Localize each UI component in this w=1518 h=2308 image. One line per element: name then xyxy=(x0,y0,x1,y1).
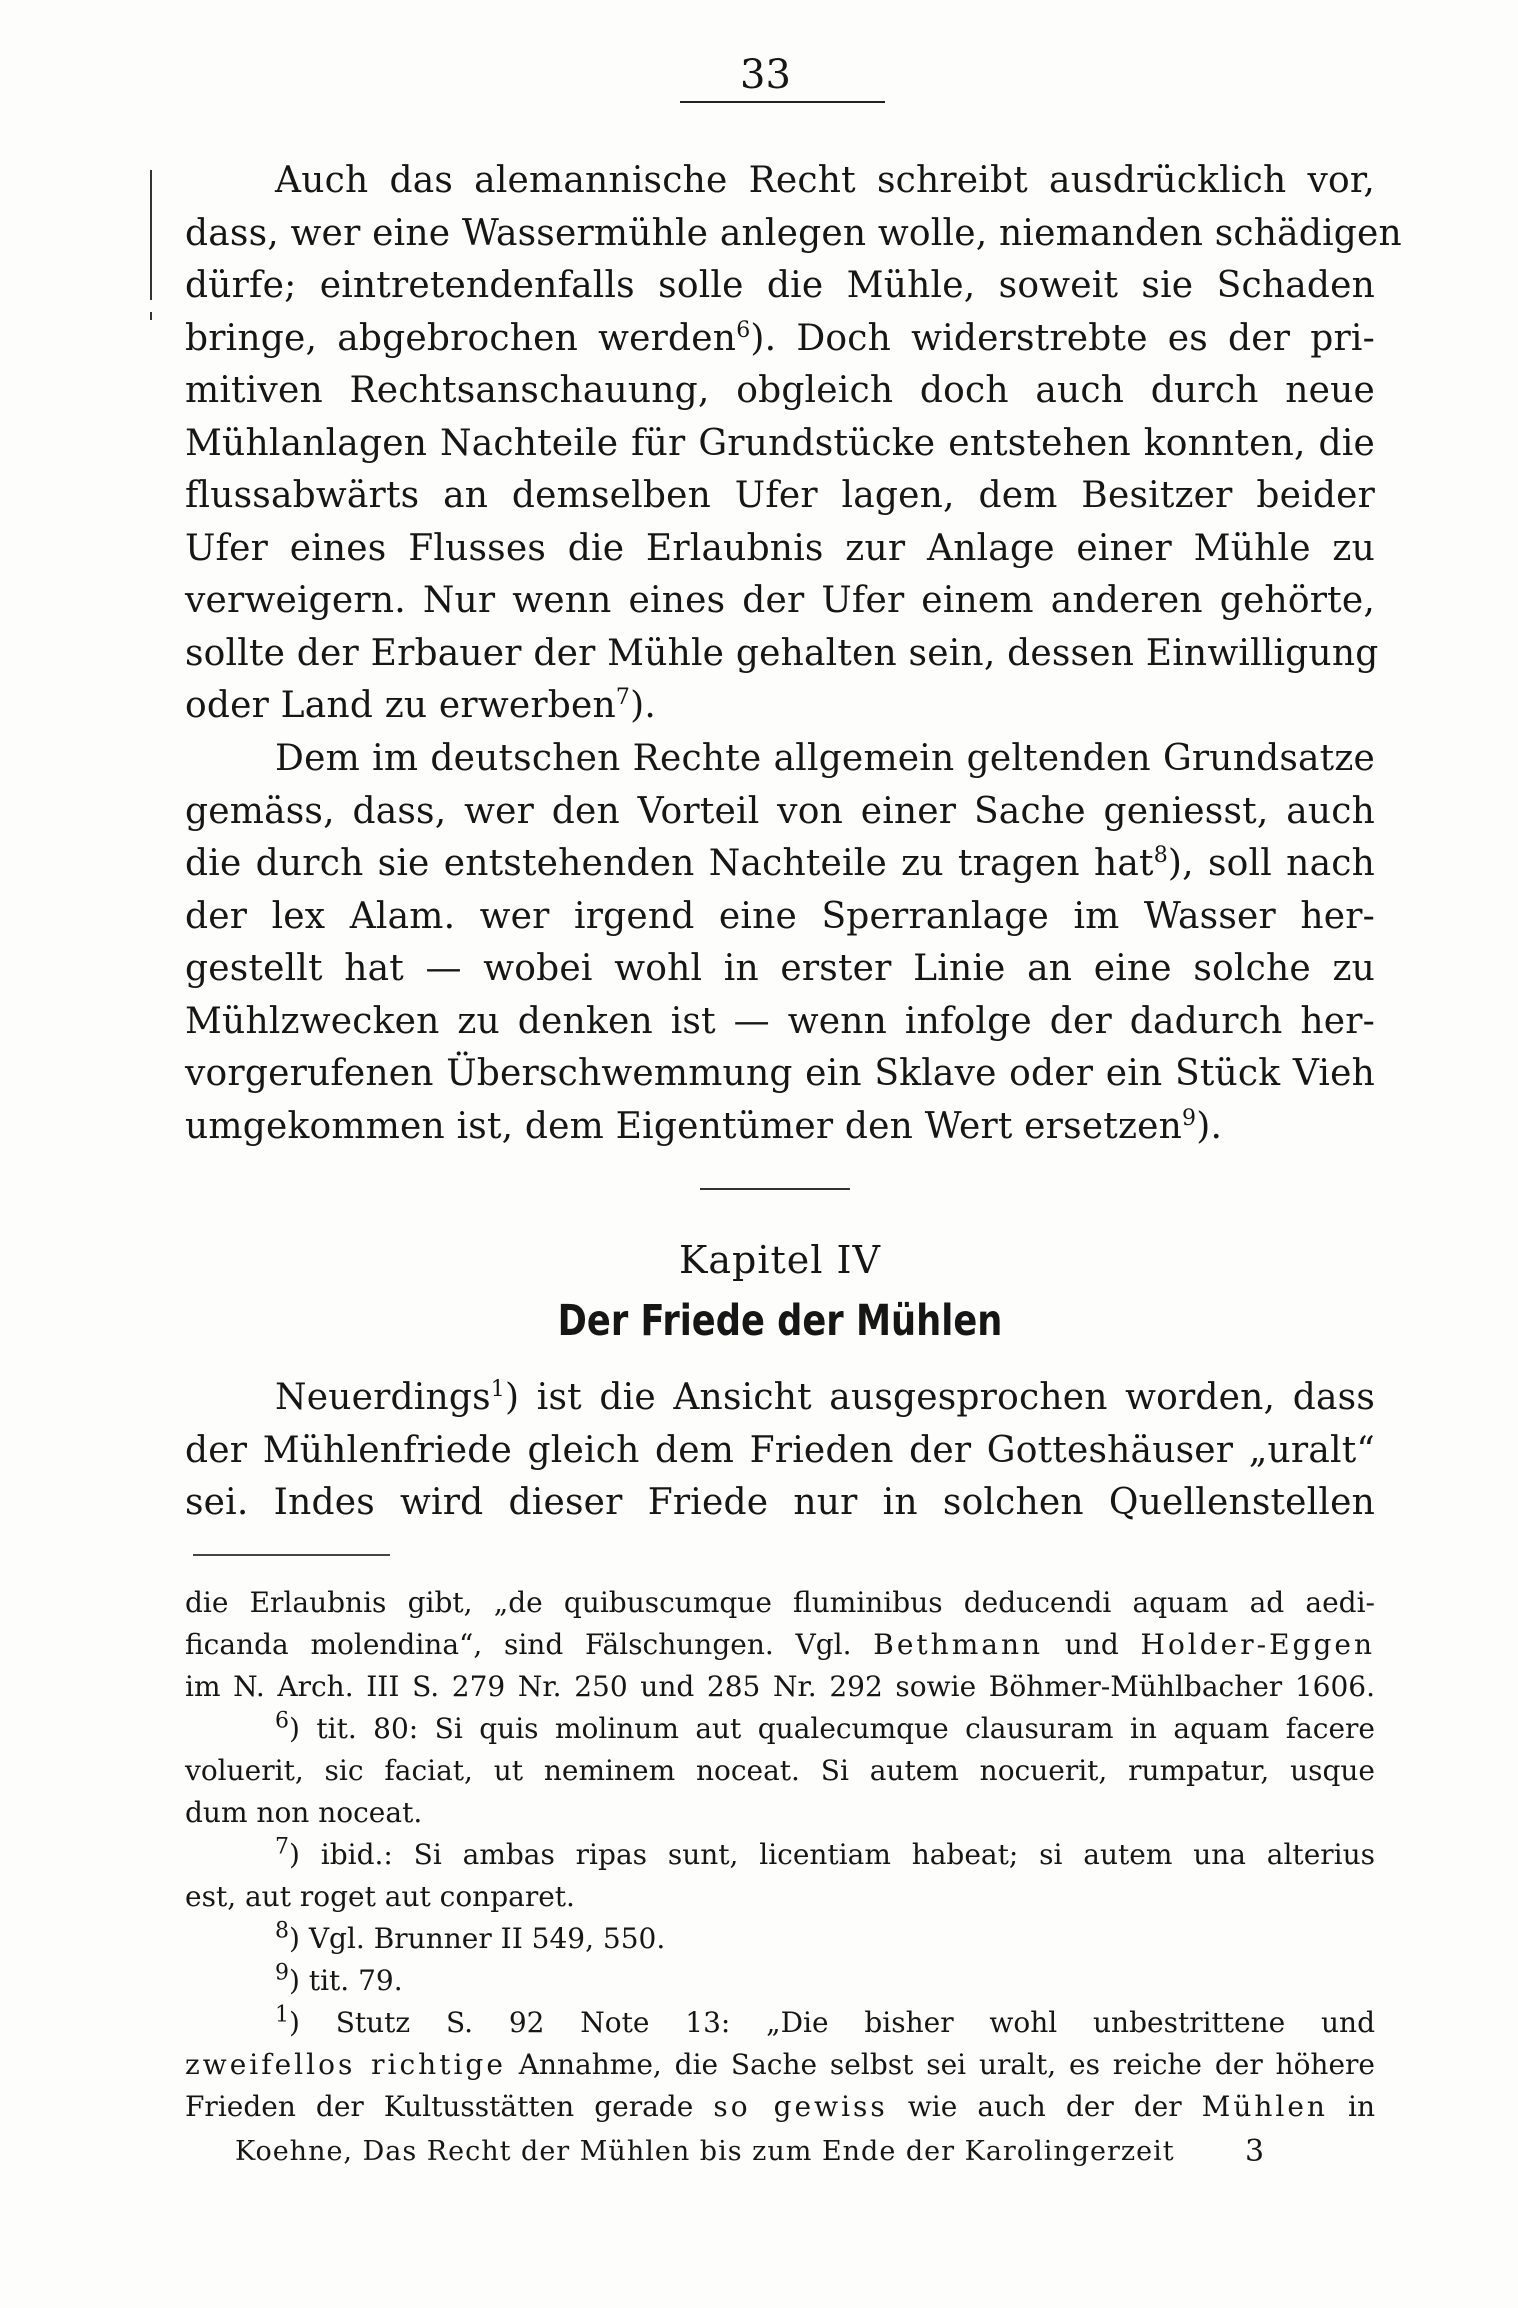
text-line: Mühlanlagen Nachteile für Grundstücke entstehen konnten, die xyxy=(185,422,1375,464)
text-line: sei. Indes wird dieser Friede nur in solchen Quellenstellen xyxy=(185,1482,1375,1523)
footnote-line: $^9$) tit. 79. xyxy=(275,1960,403,1997)
text-line: sollte der Erbauer der Mühle gehalten sein, dessen Einwilligung xyxy=(185,632,1379,674)
footnote-line: ficanda molendina“, sind Fälschungen. Vgl. Bethmann und Holder-Eggen xyxy=(185,1628,1375,1661)
section-separator xyxy=(700,1188,850,1190)
text-line: dass, wer eine Wassermühle anlegen wolle, niemanden schädigen xyxy=(185,212,1402,254)
text-line: Auch das alemannische Recht schreibt ausdrücklich vor, xyxy=(275,160,1375,201)
footnote-line: $^7$) ibid.: Si ambas ripas sunt, licentiam habeat; si autem una alterius xyxy=(275,1834,1375,1871)
text-line: gemäss, dass, wer den Vorteil von einer Sache geniesst, auch xyxy=(185,790,1375,832)
signature-mark: 3 xyxy=(1245,2134,1265,2169)
text-line: der Mühlenfriede gleich dem Frieden der Gotteshäuser „uralt“ xyxy=(185,1429,1375,1471)
text-line: gestellt hat — wobei wohl in erster Linie an eine solche zu xyxy=(185,948,1375,989)
footnote-ref[interactable]: 6 xyxy=(736,317,751,343)
text-line: der lex Alam. wer irgend eine Sperranlage im Wasser her- xyxy=(185,895,1375,937)
text-line: Neuerdings$^1$) ist die Ansicht ausgesprochen worden, dass xyxy=(275,1377,1375,1418)
footnote-ref[interactable]: 8 xyxy=(1153,843,1168,868)
text-line: Ufer eines Flusses die Erlaubnis zur Anlage einer Mühle zu xyxy=(185,527,1375,569)
page-number-rule xyxy=(680,101,885,103)
text-line: mitiven Rechtsanschauung, obgleich doch auch durch neue xyxy=(185,370,1375,411)
footnote-line: voluerit, sic faciat, ut neminem noceat. Si autem nocuerit, rumpatur, usque xyxy=(185,1754,1375,1787)
text-line: flussabwärts an demselben Ufer lagen, dem Besitzer beider xyxy=(185,475,1375,516)
footnote-line: $^1$) Stutz S. 92 Note 13: „Die bisher wohl unbestrittene und xyxy=(275,2002,1375,2039)
footnote-ref[interactable]: 1 xyxy=(490,1377,505,1402)
footnote-line: zweifellos richtige Annahme, die Sache selbst sei uralt, es reiche der höhere xyxy=(185,2048,1375,2081)
chapter-number: Kapitel IV xyxy=(679,1238,881,1282)
text-line: vorgerufenen Überschwemmung ein Sklave oder ein Stück Vieh xyxy=(185,1053,1375,1094)
footnote-line: Frieden der Kultusstätten gerade so gewiss wie auch der der Mühlen in xyxy=(185,2090,1376,2123)
footnotes xyxy=(185,1582,1375,2128)
paragraph-1 xyxy=(185,155,1402,733)
footnote-line: die Erlaubnis gibt, „de quibuscumque fluminibus deducendi aquam ad aedi- xyxy=(185,1586,1375,1619)
text-line: die durch sie entstehenden Nachteile zu tragen hat$^8$), soll nach xyxy=(185,843,1375,884)
page-number: 33 xyxy=(740,52,791,98)
running-footer: Koehne, Das Recht der Mühlen bis zum Ende der Karolingerzeit xyxy=(235,2136,1175,2167)
paragraph-3 xyxy=(185,1372,1375,1530)
footnote-line: dum non noceat. xyxy=(185,1796,423,1829)
text-line: bringe, abgebrochen werden$^6$). Doch widerstrebte es der pri- xyxy=(185,317,1376,359)
text-line: verweigern. Nur wenn eines der Ufer einem anderen gehörte, xyxy=(185,580,1375,621)
footnote-line: $^6$) tit. 80: Si quis molinum aut qualecumque clausuram in aquam facere xyxy=(275,1708,1375,1745)
footnote-line: $^8$) Vgl. Brunner II 549, 550. xyxy=(275,1918,666,1955)
chapter-title: Der Friede der Mühlen xyxy=(557,1296,1003,1346)
margin-mark xyxy=(150,312,152,320)
paragraph-2 xyxy=(185,733,1375,1153)
text-line: umgekommen ist, dem Eigentümer den Wert ersetzen$^9$). xyxy=(185,1105,1223,1147)
text-line: Mühlzwecken zu denken ist — wenn infolge der dadurch her- xyxy=(185,1000,1375,1042)
footnote-rule xyxy=(193,1554,390,1556)
margin-mark xyxy=(150,170,152,300)
text-line: dürfe; eintretendenfalls solle die Mühle, soweit sie Schaden xyxy=(185,265,1375,306)
footnote-line: est, aut roget aut conparet. xyxy=(185,1880,575,1913)
footnote-ref[interactable]: 7 xyxy=(615,685,631,710)
text-line: oder Land zu erwerben$^7$). xyxy=(185,685,656,726)
footnote-ref[interactable]: 9 xyxy=(1182,1105,1197,1131)
text-line: Dem im deutschen Rechte allgemein geltenden Grundsatze xyxy=(275,738,1375,779)
footnote-line: im N. Arch. III S. 279 Nr. 250 und 285 Nr. 292 sowie Böhmer-Mühlbacher 1606. xyxy=(185,1670,1375,1703)
